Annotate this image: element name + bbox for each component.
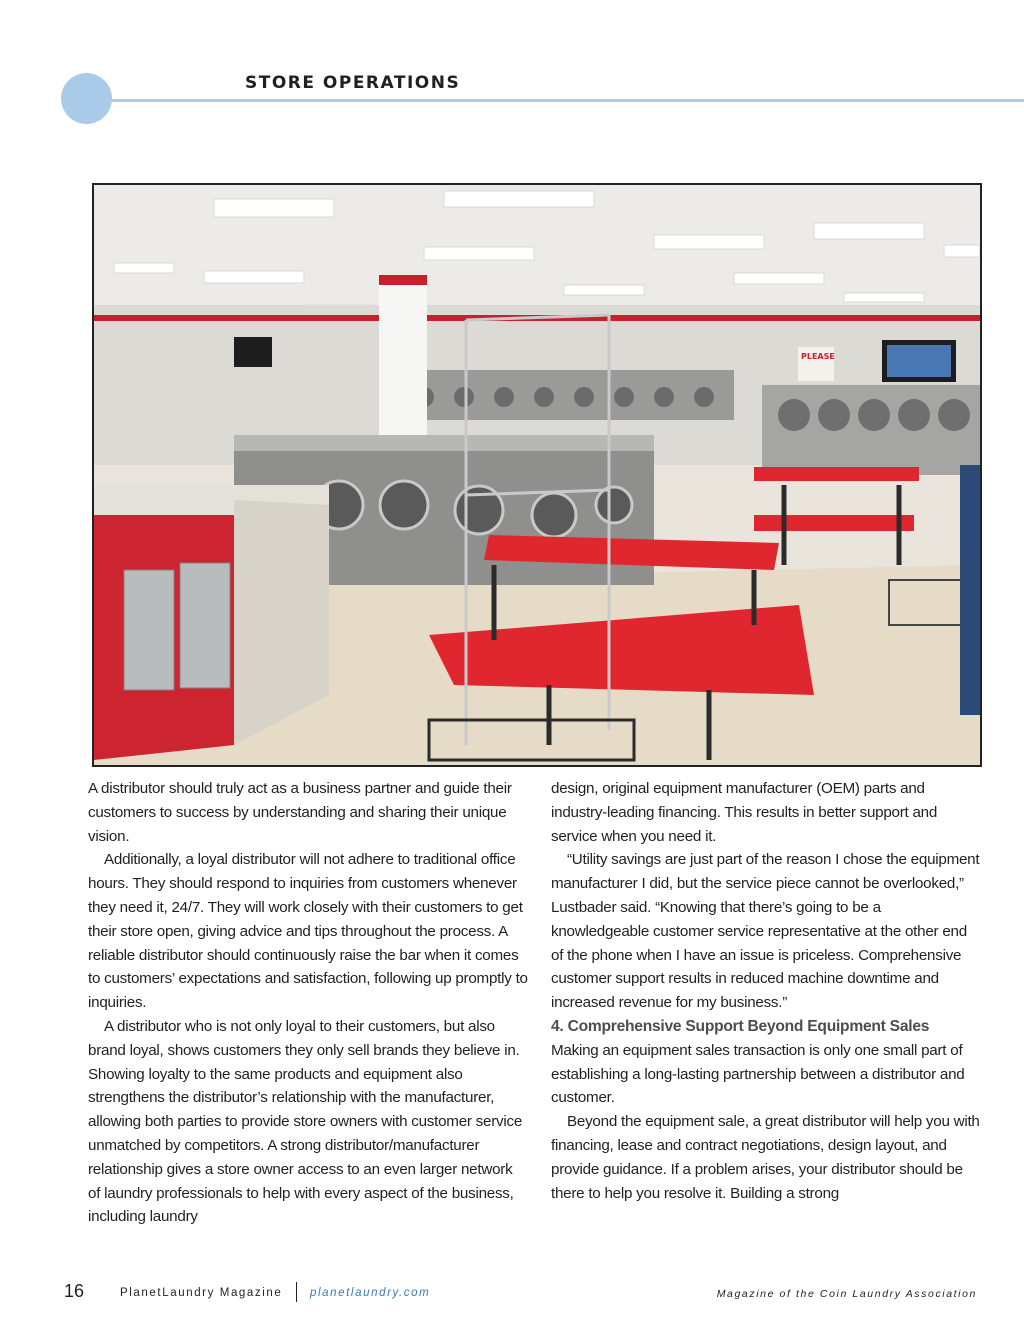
right-paragraph-1: design, original equipment manufacturer (OEM) parts and industry-leading financing. This results in better support and service when you need it. [551, 780, 938, 845]
footer-magazine-name: PlanetLaundry Magazine [120, 1287, 283, 1299]
please-sign-text: PLEASE [801, 352, 835, 361]
article-column-right [551, 777, 981, 1205]
header-rule [104, 99, 1024, 102]
section-title: STORE OPERATIONS [245, 73, 461, 93]
right-paragraph-4: Beyond the equipment sale, a great distributor will help you with financing, lease and contract negotiations, design layout, and provide guidance. If a problem arises, your distributor should be there to help you resolve it. Building a strong [551, 1113, 980, 1202]
laundromat-photo [92, 183, 982, 767]
page-number: 16 [64, 1281, 85, 1301]
footer-url-link[interactable]: planetlaundry.com [310, 1287, 431, 1299]
right-paragraph-3: Making an equipment sales transaction is only one small part of establishing a long-lasting partnership between a distributor and customer. [551, 1041, 965, 1107]
left-paragraph-3: A distributor who is not only loyal to their customers, but also brand loyal, shows customers they only sell brands they believe in. Showing loyalty to the same products and equipment also strengthens the distributor’s relationship with the manufacturer, allowing both parties to provide store owners with customer service unmatched by competitors. A strong distributor/manufacturer relationship gives a store owner access to an even larger network of laundry professionals to help with every aspect of the business, including laundry [88, 1017, 523, 1226]
left-paragraph-1: A distributor should truly act as a business partner and guide their customers to success by understanding and sharing their unique vision. [88, 780, 512, 845]
article-column-left [88, 777, 528, 1229]
footer-association: Magazine of the Coin Laundry Association [716, 1288, 977, 1300]
left-paragraph-2: Additionally, a loyal distributor will not adhere to traditional office hours. They should respond to inquiries from customers whenever they need it, 24/7. They will work closely with their customers to get their store open, giving advice and tips throughout the process. A reliable distributor should continuously raise the bar when it comes to customers’ expectations and satisfaction, following up promptly to inquiries. [88, 851, 528, 1012]
section-subhead: 4. Comprehensive Support Beyond Equipment Sales [551, 1017, 930, 1035]
right-paragraph-2: “Utility savings are just part of the reason I chose the equipment manufacturer I did, but the service piece cannot be overlooked,” Lustbader said. “Knowing that there’s going to be a knowledgeable customer service representative at the other end of the phone when I have an issue is priceless. Comprehensive customer support results in reduced machine downtime and increased revenue for my business.” [551, 851, 980, 1012]
footer-divider [296, 1282, 297, 1302]
